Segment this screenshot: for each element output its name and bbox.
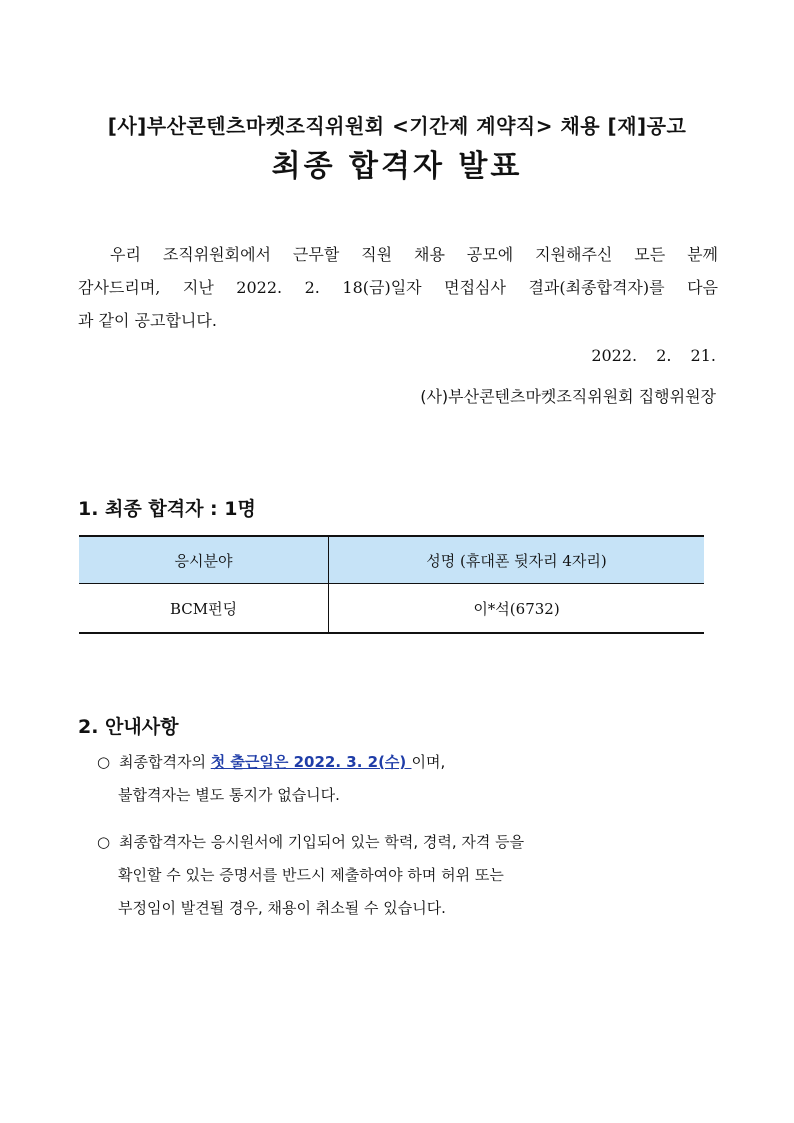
- announcement-date: 2022. 2. 21.: [591, 346, 716, 365]
- first-workday-highlight: 첫 출근일은 2022. 3. 2(수): [210, 753, 412, 771]
- notice-1-prefix: 최종합격자의: [119, 753, 211, 771]
- notice-1-line-2: 불합격자는 별도 통지가 없습니다.: [118, 786, 340, 804]
- notice-2-line-2: 확인할 수 있는 증명서를 반드시 제출하여야 하며 허위 또는: [118, 866, 504, 884]
- cell-name: 이*석(6732): [329, 584, 705, 634]
- notice-item-2: [97, 826, 524, 925]
- intro-line-1: 우리 조직위원회에서 근무할 직원 채용 공모에 지원해주신 모든 분께: [110, 245, 718, 264]
- column-header-name: 성명 (휴대폰 뒷자리 4자리): [329, 536, 705, 584]
- section-1-heading: 1. 최종 합격자 : 1명: [78, 498, 256, 520]
- announcement-subtitle: [사]부산콘텐츠마켓조직위원회 <기간제 계약직> 채용 [재]공고: [107, 114, 687, 138]
- table-row: [79, 584, 704, 634]
- intro-paragraph: [78, 238, 718, 337]
- signature-line: (사)부산콘텐츠마켓조직위원회 집행위원장: [420, 387, 716, 406]
- intro-line-3: 과 같이 공고합니다.: [78, 311, 217, 330]
- intro-line-2: 감사드리며, 지난 2022. 2. 18(금)일자 면접심사 결과(최종합격자)를 다음: [78, 278, 718, 297]
- page-title: 최종 합격자 발표: [271, 149, 523, 184]
- notice-2-line-1: 최종합격자는 응시원서에 기입되어 있는 학력, 경력, 자격 등을: [119, 833, 525, 851]
- table-header-row: [79, 536, 704, 584]
- notice-2-line-3: 부정임이 발견될 경우, 채용이 취소될 수 있습니다.: [118, 899, 446, 917]
- circle-bullet-icon: ○: [97, 833, 111, 851]
- column-header-field: 응시분야: [79, 536, 329, 584]
- notice-item-1: [97, 746, 445, 812]
- circle-bullet-icon: ○: [97, 753, 111, 771]
- result-table: [79, 535, 704, 634]
- notice-1-suffix: 이며,: [411, 753, 446, 771]
- cell-field: BCM펀딩: [79, 584, 329, 634]
- section-2-heading: 2. 안내사항: [78, 716, 179, 738]
